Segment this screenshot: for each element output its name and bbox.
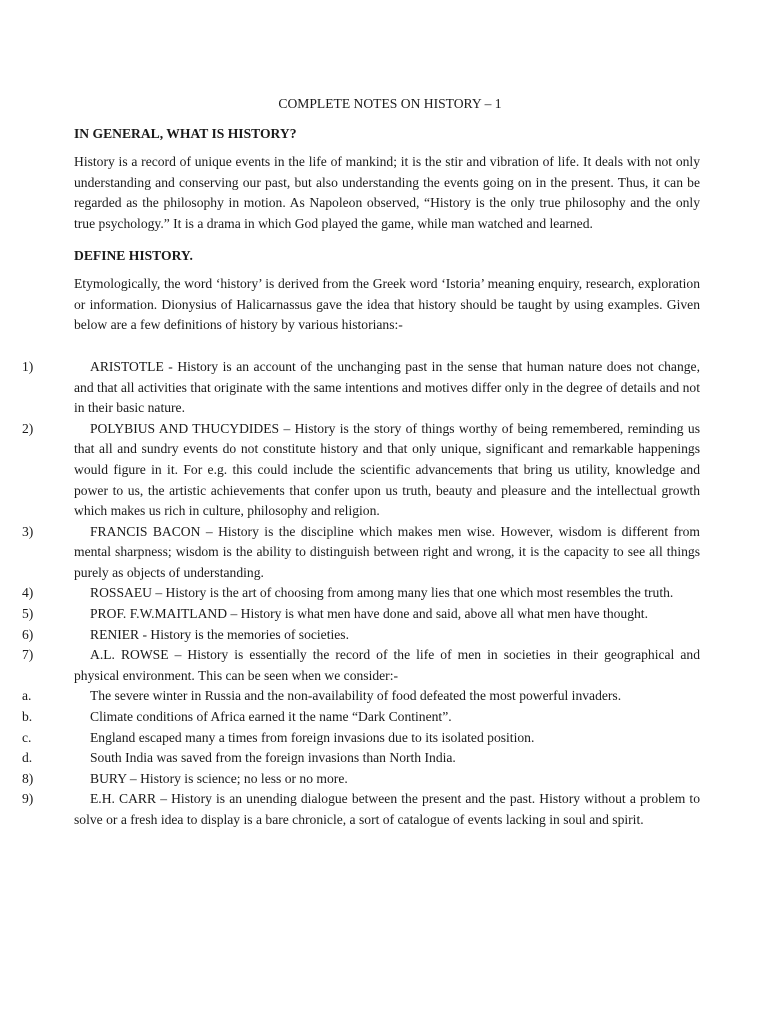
section-heading-define: DEFINE HISTORY. [74, 247, 193, 263]
section-heading-general: IN GENERAL, WHAT IS HISTORY? [74, 125, 297, 141]
list-marker: c. [22, 729, 32, 745]
list-item-text: Climate conditions of Africa earned it the name “Dark Continent”. [90, 709, 452, 725]
spacer [74, 347, 700, 357]
list-item [22, 419, 700, 522]
list-marker: 4) [22, 585, 34, 601]
paragraph-define: Etymologically, the word ‘history’ is derived from the Greek word ‘Istoria’ meaning enquiry, research, exploration or information. Dionysius of Halicarnassus gave the idea that history should be taught by using examples. Given below are a few definitions of history by various historians:- [74, 276, 700, 333]
list-marker: 5) [22, 606, 34, 622]
list-marker: b. [22, 709, 33, 725]
list-item-text: England escaped many a times from foreign invasions due to its isolated position. [90, 729, 535, 745]
list-item [22, 707, 700, 728]
list-item [22, 583, 700, 604]
list-item-text: POLYBIUS AND THUCYDIDES – History is the story of things worthy of being remembered, reminding us that all and sundry events do not constitute history and that only unique, significant and remarkable happenings would figure in it. For e.g. this could include the scientific advancements that bring us utility, knowledge and power to us, the artistic achievements that confer upon us truth, beauty and pleasure and the intellectual growth which makes us rich in culture, philosophy and religion. [74, 420, 700, 519]
list-item [22, 748, 700, 769]
list-item [22, 686, 700, 707]
list-item-text: ARISTOTLE - History is an account of the unchanging past in the sense that human nature does not change, and that all activities that originate with the same intentions and motives differ only in the degree of details and not in their basic nature. [74, 358, 700, 416]
list-item [22, 769, 700, 790]
list-marker: 6) [22, 626, 34, 642]
list-item-text: South India was saved from the foreign invasions than North India. [90, 750, 456, 766]
definitions-list [22, 357, 700, 831]
list-item-text: The severe winter in Russia and the non-availability of food defeated the most powerful invaders. [90, 688, 622, 704]
list-marker: 2) [22, 420, 34, 436]
list-marker: a. [22, 688, 32, 704]
list-item-text: FRANCIS BACON – History is the discipline which makes men wise. However, wisdom is different from mental sharpness; wisdom is the ability to distinguish between right and wrong, it is the capacity to see all things purely as objects of understanding. [74, 523, 700, 580]
paragraph-general: History is a record of unique events in the life of mankind; it is the stir and vibration of life. It deals with not only understanding and conserving our past, but also understanding the events going on in the present. Thus, it can be regarded as the philosophy in motion. As Napoleon observed, “History is the only true philosophy and the only true psychology.” It is a drama in which God played the game, while man watched and learned. [74, 154, 700, 231]
list-item-text: A.L. ROWSE – History is essentially the record of the life of men in societies in their geographical and physical environment. This can be seen when we consider:- [74, 647, 700, 683]
list-item [22, 522, 700, 584]
list-marker: 8) [22, 770, 34, 786]
list-item-text: PROF. F.W.MAITLAND – History is what men have done and said, above all what men have thought. [90, 606, 648, 622]
list-item [22, 625, 700, 646]
list-item-text: E.H. CARR – History is an unending dialogue between the present and the past. History without a problem to solve or a fresh idea to display is a bare chronicle, a sort of catalogue of events lacking in soul and spirit. [74, 791, 700, 827]
list-item [22, 357, 700, 419]
list-item [22, 728, 700, 749]
list-item [22, 645, 700, 686]
list-marker: d. [22, 750, 33, 766]
document-title: COMPLETE NOTES ON HISTORY – 1 [278, 96, 502, 111]
list-marker: 1) [22, 358, 34, 374]
list-marker: 9) [22, 791, 34, 807]
list-item-text: RENIER - History is the memories of societies. [90, 626, 349, 642]
list-item [22, 789, 700, 830]
list-item-text: BURY – History is science; no less or no more. [90, 770, 348, 786]
list-marker: 7) [22, 647, 34, 663]
list-item-text: ROSSAEU – History is the art of choosing from among many lies that one which most resembles the truth. [90, 585, 674, 601]
list-item [22, 604, 700, 625]
list-marker: 3) [22, 523, 34, 539]
